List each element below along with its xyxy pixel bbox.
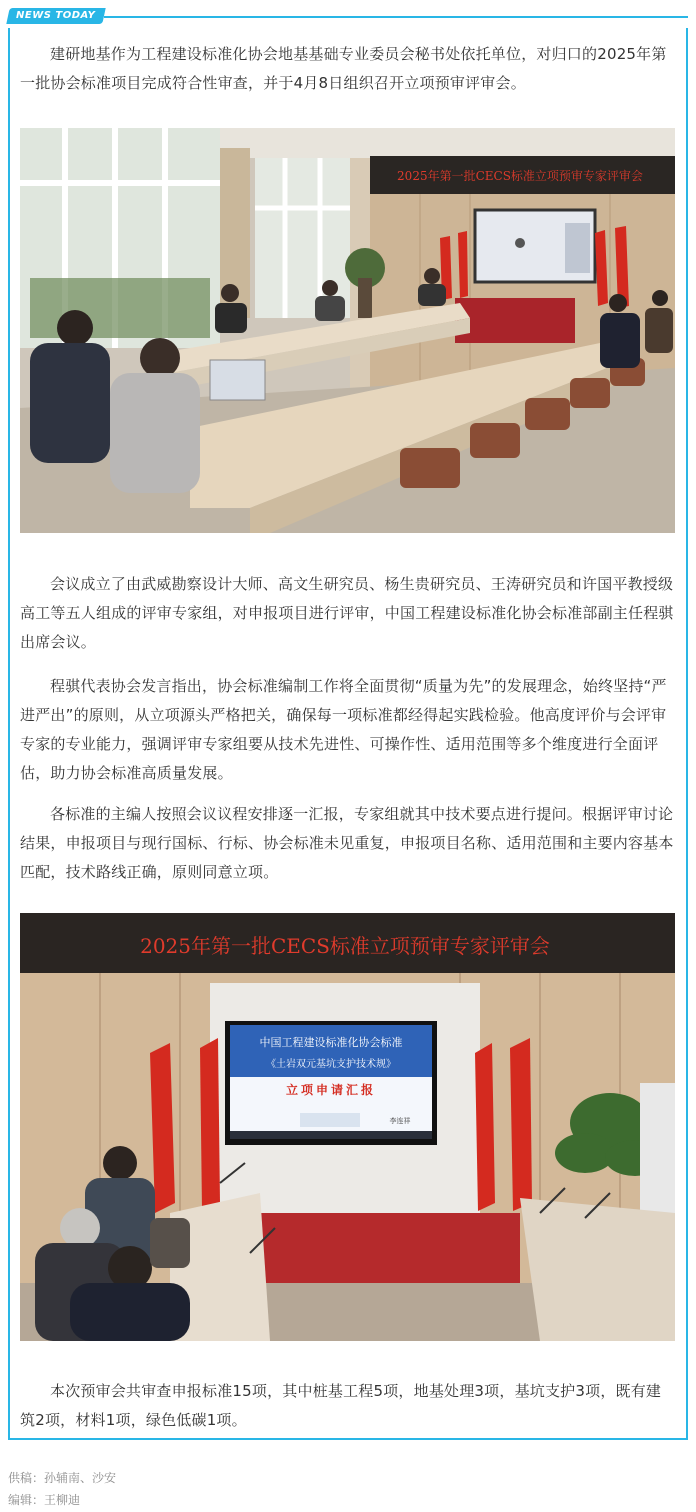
credits-source: 供稿：孙辅南、沙安 (8, 1471, 117, 1485)
header-rule (104, 16, 688, 18)
news-today-header (8, 6, 688, 28)
meeting-photo-1 (20, 128, 675, 533)
article-paragraph-4: 各标准的主编人按照会议议程安排逐一汇报，专家组就其中技术要点进行提问。根据评审讨论结果，申报项目与现行国标、行标、协会标准未见重复，申报项目名称、适用范围和主要内容基本匹配，技术路线正确，原则同意立项。 (20, 805, 674, 881)
article-paragraph-2: 会议成立了由武威勘察设计大师、高文生研究员、杨生贵研究员、王涛研究员和许国平教授级高工等五人组成的评审专家组，对申报项目进行评审，中国工程建设标准化协会标准部副主任程骐出席会议。 (20, 575, 674, 651)
photo2-banner-text: 2025年第一批CECS标准立项预审专家评审会 (140, 934, 550, 958)
screen-presenter: 李连祥 (389, 1117, 411, 1125)
screen-title-line1: 中国工程建设标准化协会标准 (259, 1036, 403, 1049)
credits-editor: 编辑：王柳迪 (8, 1493, 81, 1507)
news-today-label: NEWS TODAY (16, 10, 96, 21)
screen-title-line3: 立项申请汇报 (285, 1083, 377, 1097)
meeting-photo-2 (20, 913, 675, 1341)
article-paragraph-5: 本次预审会共审查申报标准15项，其中桩基工程5项，地基处理3项，基坑支护3项，既有建筑2项，材料1项，绿色低碳1项。 (20, 1382, 662, 1429)
article-paragraph-3: 程骐代表协会发言指出，协会标准编制工作将全面贯彻“质量为先”的发展理念，始终坚持“严进严出”的原则，从立项源头严格把关，确保每一项标准都经得起实践检验。他高度评价与会评审专家的专业能力，强调评审专家组要从技术先进性、可操作性、适用范围等多个维度进行全面评估，助力协会标准高质量发展。 (20, 677, 667, 782)
screen-title-line2: 《土岩双元基坑支护技术规》 (266, 1059, 396, 1070)
photo1-banner-text: 2025年第一批CECS标准立项预审专家评审会 (397, 169, 643, 183)
article-paragraph-1: 建研地基作为工程建设标准化协会地基基础专业委员会秘书处依托单位，对归口的2025年第一批协会标准项目完成符合性审查，并于4月8日组织召开立项预审评审会。 (20, 45, 667, 92)
